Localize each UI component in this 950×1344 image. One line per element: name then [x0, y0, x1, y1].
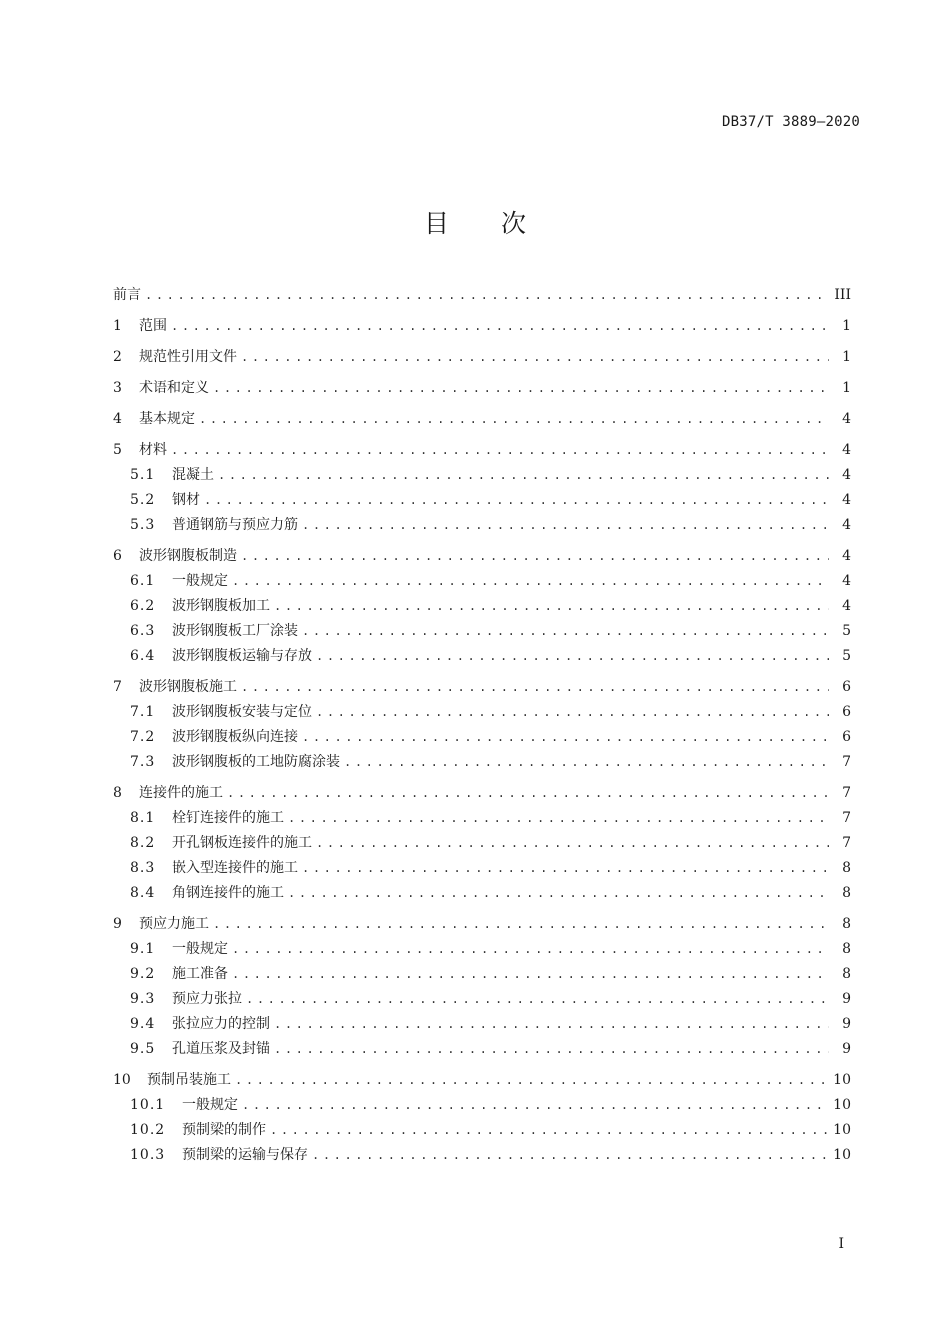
toc-entry-number: 1	[113, 318, 122, 334]
toc-entry[interactable]	[113, 700, 851, 725]
toc-entry-number: 5.2	[130, 492, 156, 508]
toc-entry[interactable]	[113, 569, 851, 594]
dot-leader	[302, 619, 829, 644]
toc-entry-label: 前言	[113, 287, 141, 303]
toc-entry-label: 波形钢腹板纵向连接	[172, 729, 298, 745]
dot-leader	[274, 1037, 829, 1062]
page-title: 目 次	[424, 209, 548, 238]
toc-entry-label: 连接件的施工	[139, 785, 223, 801]
toc-entry[interactable]	[113, 962, 851, 987]
toc-entry-number: 8.1	[130, 810, 156, 826]
toc-entry-label: 材料	[139, 442, 167, 458]
toc-entry-page: 8	[842, 885, 851, 901]
toc-entry-page: 7	[842, 754, 851, 770]
dot-leader	[316, 831, 829, 856]
dot-leader	[274, 1012, 829, 1037]
toc-entry-page: 5	[842, 623, 851, 639]
toc-entry[interactable]	[113, 488, 851, 513]
toc-entry-number: 6.2	[130, 598, 156, 614]
toc-entry[interactable]	[113, 407, 851, 432]
toc-entry-label: 预制梁的制作	[182, 1122, 266, 1138]
toc-entry-label: 角钢连接件的施工	[172, 885, 284, 901]
document-code: DB37/T 3889—2020	[721, 114, 860, 130]
toc-entry-number: 7.2	[130, 729, 156, 745]
dot-leader	[199, 407, 829, 432]
toc-entry-label: 波形钢腹板加工	[172, 598, 270, 614]
toc-entry-page: 10	[833, 1122, 851, 1138]
toc-entry-page: 6	[842, 679, 851, 695]
toc-entry-number: 5.3	[130, 517, 156, 533]
toc-entry-label: 孔道压浆及封锚	[172, 1041, 270, 1057]
dot-leader	[246, 987, 829, 1012]
toc-entry-page: 1	[842, 349, 851, 365]
toc-entry-label: 一般规定	[172, 573, 228, 589]
toc-entry-page: 4	[842, 517, 851, 533]
toc-entry-page: 1	[842, 318, 851, 334]
page-number: I	[838, 1236, 844, 1252]
toc-entry[interactable]	[113, 438, 851, 463]
toc-entry-page: 10	[833, 1097, 851, 1113]
toc-entry-number: 6.3	[130, 623, 156, 639]
toc-entry-page: 4	[842, 442, 851, 458]
toc-entry-label: 一般规定	[182, 1097, 238, 1113]
toc-entry[interactable]	[113, 314, 851, 339]
toc-entry-number: 3	[113, 380, 122, 396]
toc-entry-page: 7	[842, 835, 851, 851]
toc-entry-page: 1	[842, 380, 851, 396]
dot-leader	[145, 283, 828, 308]
dot-leader	[241, 544, 829, 569]
toc-entry-page: 7	[842, 810, 851, 826]
dot-leader	[316, 700, 829, 725]
toc-entry[interactable]	[113, 1143, 851, 1168]
toc-entry-number: 7	[113, 679, 122, 695]
toc-entry[interactable]	[113, 856, 851, 881]
dot-leader	[241, 345, 829, 370]
toc-entry-label: 普通钢筋与预应力筋	[172, 517, 298, 533]
toc-entry[interactable]	[113, 912, 851, 937]
toc-entry-label: 预制梁的运输与保存	[182, 1147, 308, 1163]
toc-entry[interactable]	[113, 1037, 851, 1062]
toc-entry-label: 波形钢腹板工厂涂装	[172, 623, 298, 639]
dot-leader	[171, 314, 829, 339]
dot-leader	[241, 675, 829, 700]
toc-entry-page: 4	[842, 598, 851, 614]
toc-entry-label: 钢材	[172, 492, 200, 508]
toc-entry-page: 4	[842, 492, 851, 508]
toc-entry-page: 9	[842, 1016, 851, 1032]
toc-entry[interactable]	[113, 513, 851, 538]
toc-entry-page: 4	[842, 467, 851, 483]
dot-leader	[274, 594, 829, 619]
toc-entry-number: 6.1	[130, 573, 156, 589]
toc-entry-number: 10	[113, 1072, 131, 1088]
toc-entry-label: 施工准备	[172, 966, 228, 982]
toc-entry-page: 8	[842, 860, 851, 876]
toc-entry-number: 8.2	[130, 835, 156, 851]
toc-entry-label: 开孔钢板连接件的施工	[172, 835, 312, 851]
toc-entry-page: 10	[833, 1147, 851, 1163]
toc-entry-label: 预应力张拉	[172, 991, 242, 1007]
toc-entry[interactable]	[113, 376, 851, 401]
toc-entry-label: 预应力施工	[139, 916, 209, 932]
dot-leader	[235, 1068, 827, 1093]
toc-entry-page: III	[834, 287, 851, 303]
toc-entry-number: 2	[113, 349, 122, 365]
toc-entry[interactable]	[113, 644, 851, 669]
toc-entry-label: 张拉应力的控制	[172, 1016, 270, 1032]
toc-entry-label: 混凝土	[172, 467, 214, 483]
toc-entry-number: 5.1	[130, 467, 156, 483]
toc-entry-page: 9	[842, 991, 851, 1007]
toc-entry-number: 8	[113, 785, 122, 801]
toc-entry-page: 4	[842, 411, 851, 427]
toc-entry-label: 嵌入型连接件的施工	[172, 860, 298, 876]
dot-leader	[204, 488, 829, 513]
toc-entry-label: 范围	[139, 318, 167, 334]
dot-leader	[312, 1143, 827, 1168]
toc-entry-label: 一般规定	[172, 941, 228, 957]
toc-entry-page: 10	[833, 1072, 851, 1088]
dot-leader	[242, 1093, 827, 1118]
dot-leader	[232, 937, 829, 962]
dot-leader	[213, 912, 829, 937]
toc-entry[interactable]	[113, 675, 851, 700]
toc-entry[interactable]	[113, 1068, 851, 1093]
toc-entry[interactable]	[113, 619, 851, 644]
toc-entry-label: 预制吊装施工	[147, 1072, 231, 1088]
toc-entry-number: 9.5	[130, 1041, 156, 1057]
toc-entry-number: 7.3	[130, 754, 156, 770]
dot-leader	[171, 438, 829, 463]
toc-entry-page: 8	[842, 916, 851, 932]
dot-leader	[302, 725, 829, 750]
toc-entry-page: 6	[842, 704, 851, 720]
toc-entry[interactable]	[113, 806, 851, 831]
toc-entry-number: 8.4	[130, 885, 156, 901]
toc-entry-page: 4	[842, 573, 851, 589]
toc-entry-number: 7.1	[130, 704, 156, 720]
toc-entry-label: 波形钢腹板制造	[139, 548, 237, 564]
toc-entry-number: 9	[113, 916, 122, 932]
toc-entry-page: 7	[842, 785, 851, 801]
dot-leader	[270, 1118, 827, 1143]
toc-entry-page: 8	[842, 966, 851, 982]
dot-leader	[232, 569, 829, 594]
toc-entry[interactable]	[113, 345, 851, 370]
toc-entry[interactable]	[113, 750, 851, 775]
toc-entry[interactable]	[113, 781, 851, 806]
toc-entry[interactable]	[113, 463, 851, 488]
toc-entry[interactable]	[113, 831, 851, 856]
table-of-contents	[113, 283, 851, 1168]
toc-entry-page: 9	[842, 1041, 851, 1057]
toc-entry-number: 8.3	[130, 860, 156, 876]
toc-entry-number: 10.2	[130, 1122, 166, 1138]
dot-leader	[218, 463, 829, 488]
toc-entry-label: 栓钉连接件的施工	[172, 810, 284, 826]
toc-entry[interactable]	[113, 725, 851, 750]
dot-leader	[302, 856, 829, 881]
toc-entry-number: 9.3	[130, 991, 156, 1007]
toc-entry[interactable]	[113, 594, 851, 619]
toc-entry-number: 9.4	[130, 1016, 156, 1032]
dot-leader	[227, 781, 829, 806]
toc-entry-page: 5	[842, 648, 851, 664]
dot-leader	[288, 806, 829, 831]
toc-entry[interactable]	[113, 1012, 851, 1037]
toc-entry[interactable]	[113, 987, 851, 1012]
toc-entry-number: 5	[113, 442, 122, 458]
toc-entry-page: 6	[842, 729, 851, 745]
toc-entry-page: 8	[842, 941, 851, 957]
dot-leader	[302, 513, 829, 538]
toc-entry-number: 9.2	[130, 966, 156, 982]
toc-entry-label: 波形钢腹板的工地防腐涂装	[172, 754, 340, 770]
toc-entry[interactable]	[113, 283, 851, 308]
toc-entry-label: 波形钢腹板安装与定位	[172, 704, 312, 720]
toc-entry[interactable]	[113, 544, 851, 569]
toc-entry-number: 4	[113, 411, 122, 427]
toc-entry-page: 4	[842, 548, 851, 564]
toc-entry[interactable]	[113, 1093, 851, 1118]
toc-entry-label: 术语和定义	[139, 380, 209, 396]
dot-leader	[316, 644, 829, 669]
toc-entry[interactable]	[113, 881, 851, 906]
toc-entry-number: 6	[113, 548, 122, 564]
toc-entry-number: 6.4	[130, 648, 156, 664]
toc-entry-label: 波形钢腹板施工	[139, 679, 237, 695]
toc-entry-label: 波形钢腹板运输与存放	[172, 648, 312, 664]
toc-entry[interactable]	[113, 937, 851, 962]
dot-leader	[213, 376, 829, 401]
toc-entry-label: 基本规定	[139, 411, 195, 427]
toc-entry-label: 规范性引用文件	[139, 349, 237, 365]
toc-entry-number: 10.3	[130, 1147, 166, 1163]
toc-entry-number: 10.1	[130, 1097, 166, 1113]
toc-entry-number: 9.1	[130, 941, 156, 957]
dot-leader	[288, 881, 829, 906]
dot-leader	[344, 750, 829, 775]
dot-leader	[232, 962, 829, 987]
toc-entry[interactable]	[113, 1118, 851, 1143]
